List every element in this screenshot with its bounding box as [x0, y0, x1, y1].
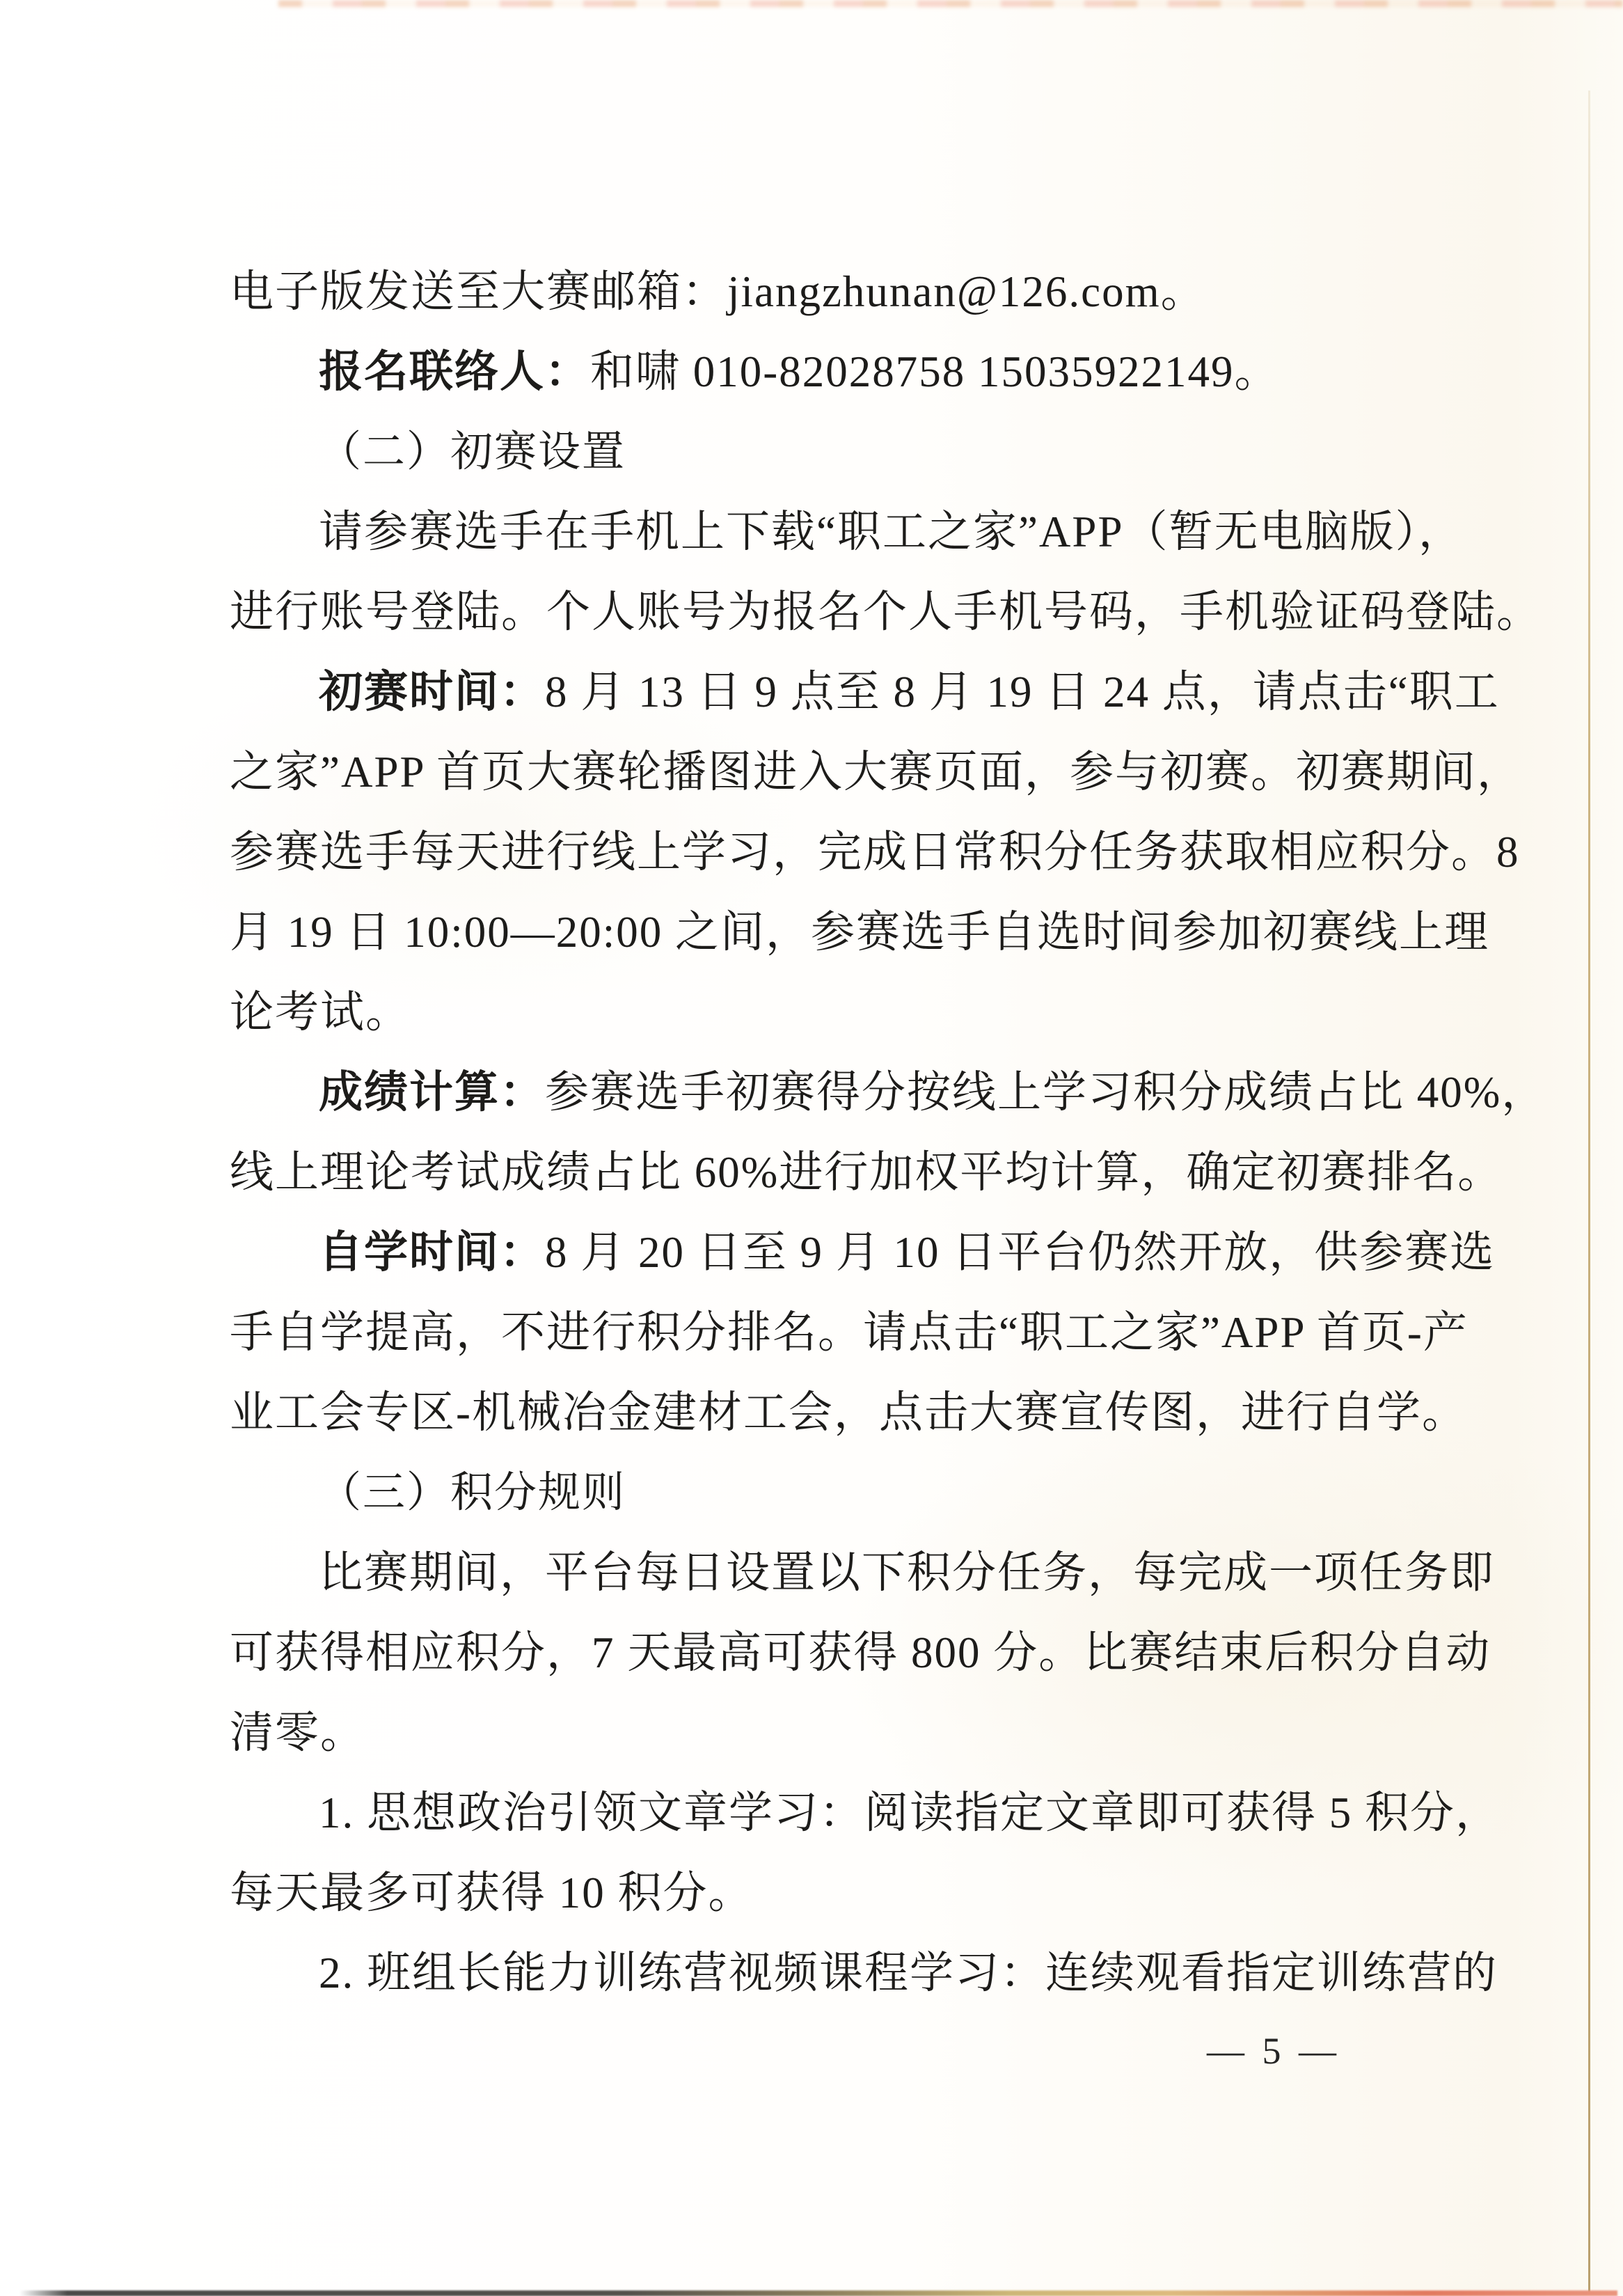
- bold-label: 初赛时间：: [319, 668, 545, 716]
- text-run: 手自学提高，不进行积分排名。请点击“职工之家”APP 首页-产: [230, 1308, 1468, 1357]
- text-run: 参赛选手初赛得分按线上学习积分成绩占比 40%，: [545, 1068, 1547, 1117]
- text-line: [230, 1133, 1503, 1213]
- text-line: [230, 973, 1406, 1053]
- scan-top-edge-artifact: [278, 0, 1623, 7]
- text-run: 月 19 日 10:00—20:00 之间，参赛选手自选时间参加初赛线上理: [230, 908, 1490, 957]
- text-run: 8 月 13 日 9 点至 8 月 19 日 24 点，请点击“职工: [545, 668, 1500, 716]
- text-run: 参赛选手每天进行线上学习，完成日常积分任务获取相应积分。8: [230, 828, 1520, 876]
- text-run: 2. 班组长能力训练营视频课程学习：连续观看指定训练营的: [319, 1949, 1498, 1997]
- text-line: [230, 812, 1520, 893]
- text-run: 电子版发送至大赛邮箱：jiangzhunan@126.com。: [230, 267, 1206, 316]
- text-line: [230, 1293, 1468, 1373]
- scan-bottom-edge-artifact: [19, 2290, 1617, 2296]
- text-run: （三）积分规则: [319, 1470, 626, 1516]
- text-line: [230, 1213, 1496, 1293]
- text-run: （二）初赛设置: [319, 429, 626, 475]
- text-line: [230, 652, 1500, 732]
- text-line: [230, 1933, 1498, 2013]
- text-line: [230, 1853, 1406, 1933]
- text-run: 之家”APP 首页大赛轮播图进入大赛页面，参与初赛。初赛期间，: [230, 748, 1522, 796]
- page-number: — 5 —: [1207, 2030, 1340, 2072]
- text-line: [230, 1773, 1501, 1853]
- text-run: 清零。: [230, 1708, 365, 1757]
- bold-label: 报名联络人：: [319, 347, 590, 396]
- text-run: 论考试。: [230, 988, 411, 1037]
- text-run: 和啸 010-82028758 15035922149。: [590, 347, 1280, 396]
- text-line: [230, 893, 1490, 973]
- text-run: 可获得相应积分，7 天最高可获得 800 分。比赛结束后积分自动: [230, 1628, 1491, 1677]
- text-line: [230, 1613, 1491, 1693]
- section-heading-line: [230, 1453, 1406, 1533]
- text-line: [230, 252, 1406, 332]
- section-heading-line: [230, 412, 1406, 492]
- text-run: 进行账号登陆。个人账号为报名个人手机号码，手机验证码登陆。: [230, 588, 1542, 636]
- text-line: [230, 1053, 1547, 1133]
- text-run: 业工会专区-机械冶金建材工会，点击大赛宣传图，进行自学。: [230, 1388, 1467, 1437]
- text-run: 8 月 20 日至 9 月 10 日平台仍然开放，供参赛选: [545, 1228, 1496, 1277]
- text-run: 线上理论考试成绩占比 60%进行加权平均计算，确定初赛排名。: [230, 1148, 1503, 1197]
- text-run: 每天最多可获得 10 积分。: [230, 1869, 754, 1917]
- text-line: [230, 1693, 1406, 1773]
- text-line: [230, 332, 1406, 412]
- scan-right-edge-artifact: [1588, 91, 1590, 2293]
- text-run: 比赛期间，平台每日设置以下积分任务，每完成一项任务即: [319, 1548, 1495, 1597]
- text-run: 1. 思想政治引领文章学习：阅读指定文章即可获得 5 积分，: [319, 1788, 1501, 1837]
- text-line: [230, 492, 1464, 572]
- bold-label: 成绩计算：: [319, 1068, 545, 1117]
- text-line: [230, 732, 1522, 812]
- text-line: [230, 1373, 1467, 1453]
- bold-label: 自学时间：: [319, 1228, 545, 1277]
- document-body: [230, 252, 1547, 2013]
- text-run: 请参赛选手在手机上下载“职工之家”APP（暂无电脑版），: [319, 508, 1464, 556]
- text-line: [230, 1533, 1495, 1613]
- text-line: [230, 572, 1542, 652]
